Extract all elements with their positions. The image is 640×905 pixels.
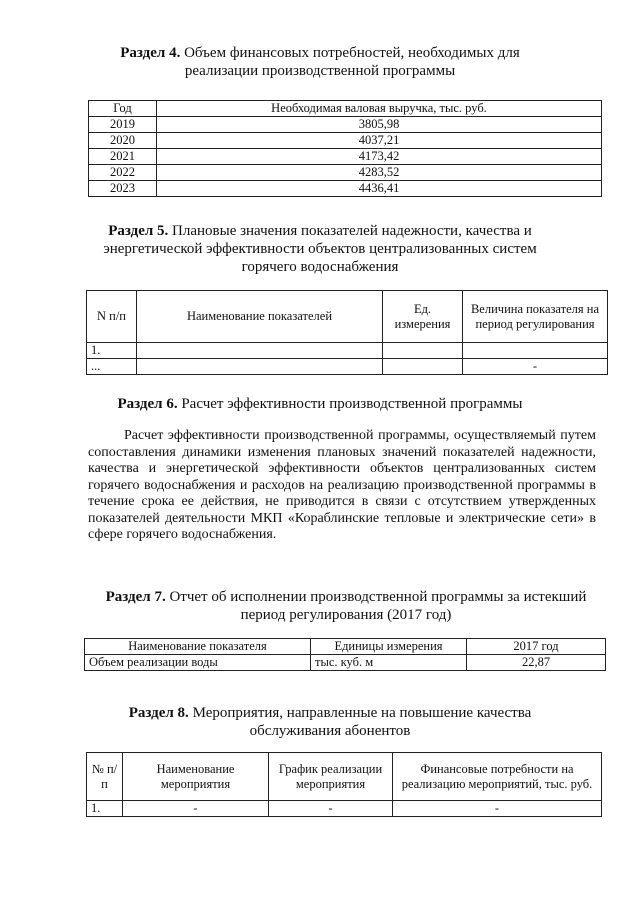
section8-title: Мероприятия, направленные на повышение качества обслуживания абонентов	[192, 705, 532, 739]
section8-heading	[110, 704, 550, 740]
col-header-revenue: Необходимая валовая выручка, тыс. руб.	[157, 101, 602, 117]
unit-cell	[383, 343, 463, 359]
table-row	[87, 343, 608, 359]
section4-label: Раздел 4.	[120, 45, 181, 61]
col-header-indicator: Наименование показателя	[85, 639, 311, 655]
col-header-number: N п/п	[87, 291, 137, 343]
section6-label: Раздел 6.	[117, 396, 178, 412]
col-header-financial-needs: Финансовые потребности на реализацию мероприятий, тыс. руб.	[393, 753, 602, 801]
col-header-number: № п/п	[87, 753, 123, 801]
section7-label: Раздел 7.	[105, 589, 166, 605]
year-cell: 2023	[89, 181, 157, 197]
indicator-cell: Объем реализации воды	[85, 655, 311, 671]
section7-heading	[96, 588, 596, 624]
table-row	[89, 117, 602, 133]
section4-heading	[100, 44, 540, 80]
table-row	[89, 181, 602, 197]
value-cell: -	[463, 359, 608, 375]
section7-title: Отчет об исполнении производственной программы за истекший период регулирования (2017 год)	[169, 589, 587, 623]
schedule-cell: -	[269, 801, 393, 817]
revenue-cell: 4037,21	[157, 133, 602, 149]
section5-title: Плановые значения показателей надежности, качества и энергетической эффективности объектов централизованных систем горячего водоснабжения	[103, 223, 537, 275]
table-row	[87, 359, 608, 375]
col-header-year: 2017 год	[467, 639, 606, 655]
section6-heading	[80, 395, 560, 413]
year-cell: 2019	[89, 117, 157, 133]
table-row	[87, 801, 602, 817]
indicator-cell	[137, 343, 383, 359]
section6-paragraph: Расчет эффективности производственной программы, осуществляемый путем сопоставления динамики изменения плановых значений показателей надежности, качества и энергетической эффективности объектов централизованных систем горячего водоснабжения и расходов на реализацию производственной программы в течение срока ее действия, не приводится в связи с отсутствием утвержденных показателей деятельности МКП «Кораблинские тепловые и электрические сети» в сфере горячего водоснабжения.	[88, 428, 596, 542]
col-header-indicator-name: Наименование показателей	[137, 291, 383, 343]
year-cell: 2022	[89, 165, 157, 181]
col-header-value: Величина показателя на период регулирования	[463, 291, 608, 343]
section4-title: Объем финансовых потребностей, необходимых для реализации производственной программы	[184, 45, 520, 79]
col-header-unit: Ед. измерения	[383, 291, 463, 343]
financial-cell: -	[393, 801, 602, 817]
table-row	[89, 133, 602, 149]
number-cell: ...	[87, 359, 137, 375]
col-header-measure-name: Наименование мероприятия	[123, 753, 269, 801]
col-header-unit: Единицы измерения	[311, 639, 467, 655]
revenue-cell: 3805,98	[157, 117, 602, 133]
year-cell: 2021	[89, 149, 157, 165]
unit-cell: тыс. куб. м	[311, 655, 467, 671]
table-row	[85, 655, 606, 671]
value-cell: 22,87	[467, 655, 606, 671]
section6-title: Расчет эффективности производственной программы	[181, 396, 523, 412]
value-cell	[463, 343, 608, 359]
section4-table	[88, 100, 602, 197]
section5-label: Раздел 5.	[108, 223, 169, 239]
number-cell: 1.	[87, 801, 123, 817]
section5-heading	[90, 222, 550, 276]
revenue-cell: 4283,52	[157, 165, 602, 181]
col-header-year: Год	[89, 101, 157, 117]
table-row	[89, 165, 602, 181]
section5-table	[86, 290, 608, 375]
number-cell: 1.	[87, 343, 137, 359]
indicator-cell	[137, 359, 383, 375]
measure-cell: -	[123, 801, 269, 817]
section8-table	[86, 752, 602, 817]
year-cell: 2020	[89, 133, 157, 149]
unit-cell	[383, 359, 463, 375]
revenue-cell: 4436,41	[157, 181, 602, 197]
col-header-schedule: График реализации мероприятия	[269, 753, 393, 801]
section7-table	[84, 638, 606, 671]
section8-label: Раздел 8.	[128, 705, 189, 721]
table-row	[89, 149, 602, 165]
revenue-cell: 4173,42	[157, 149, 602, 165]
